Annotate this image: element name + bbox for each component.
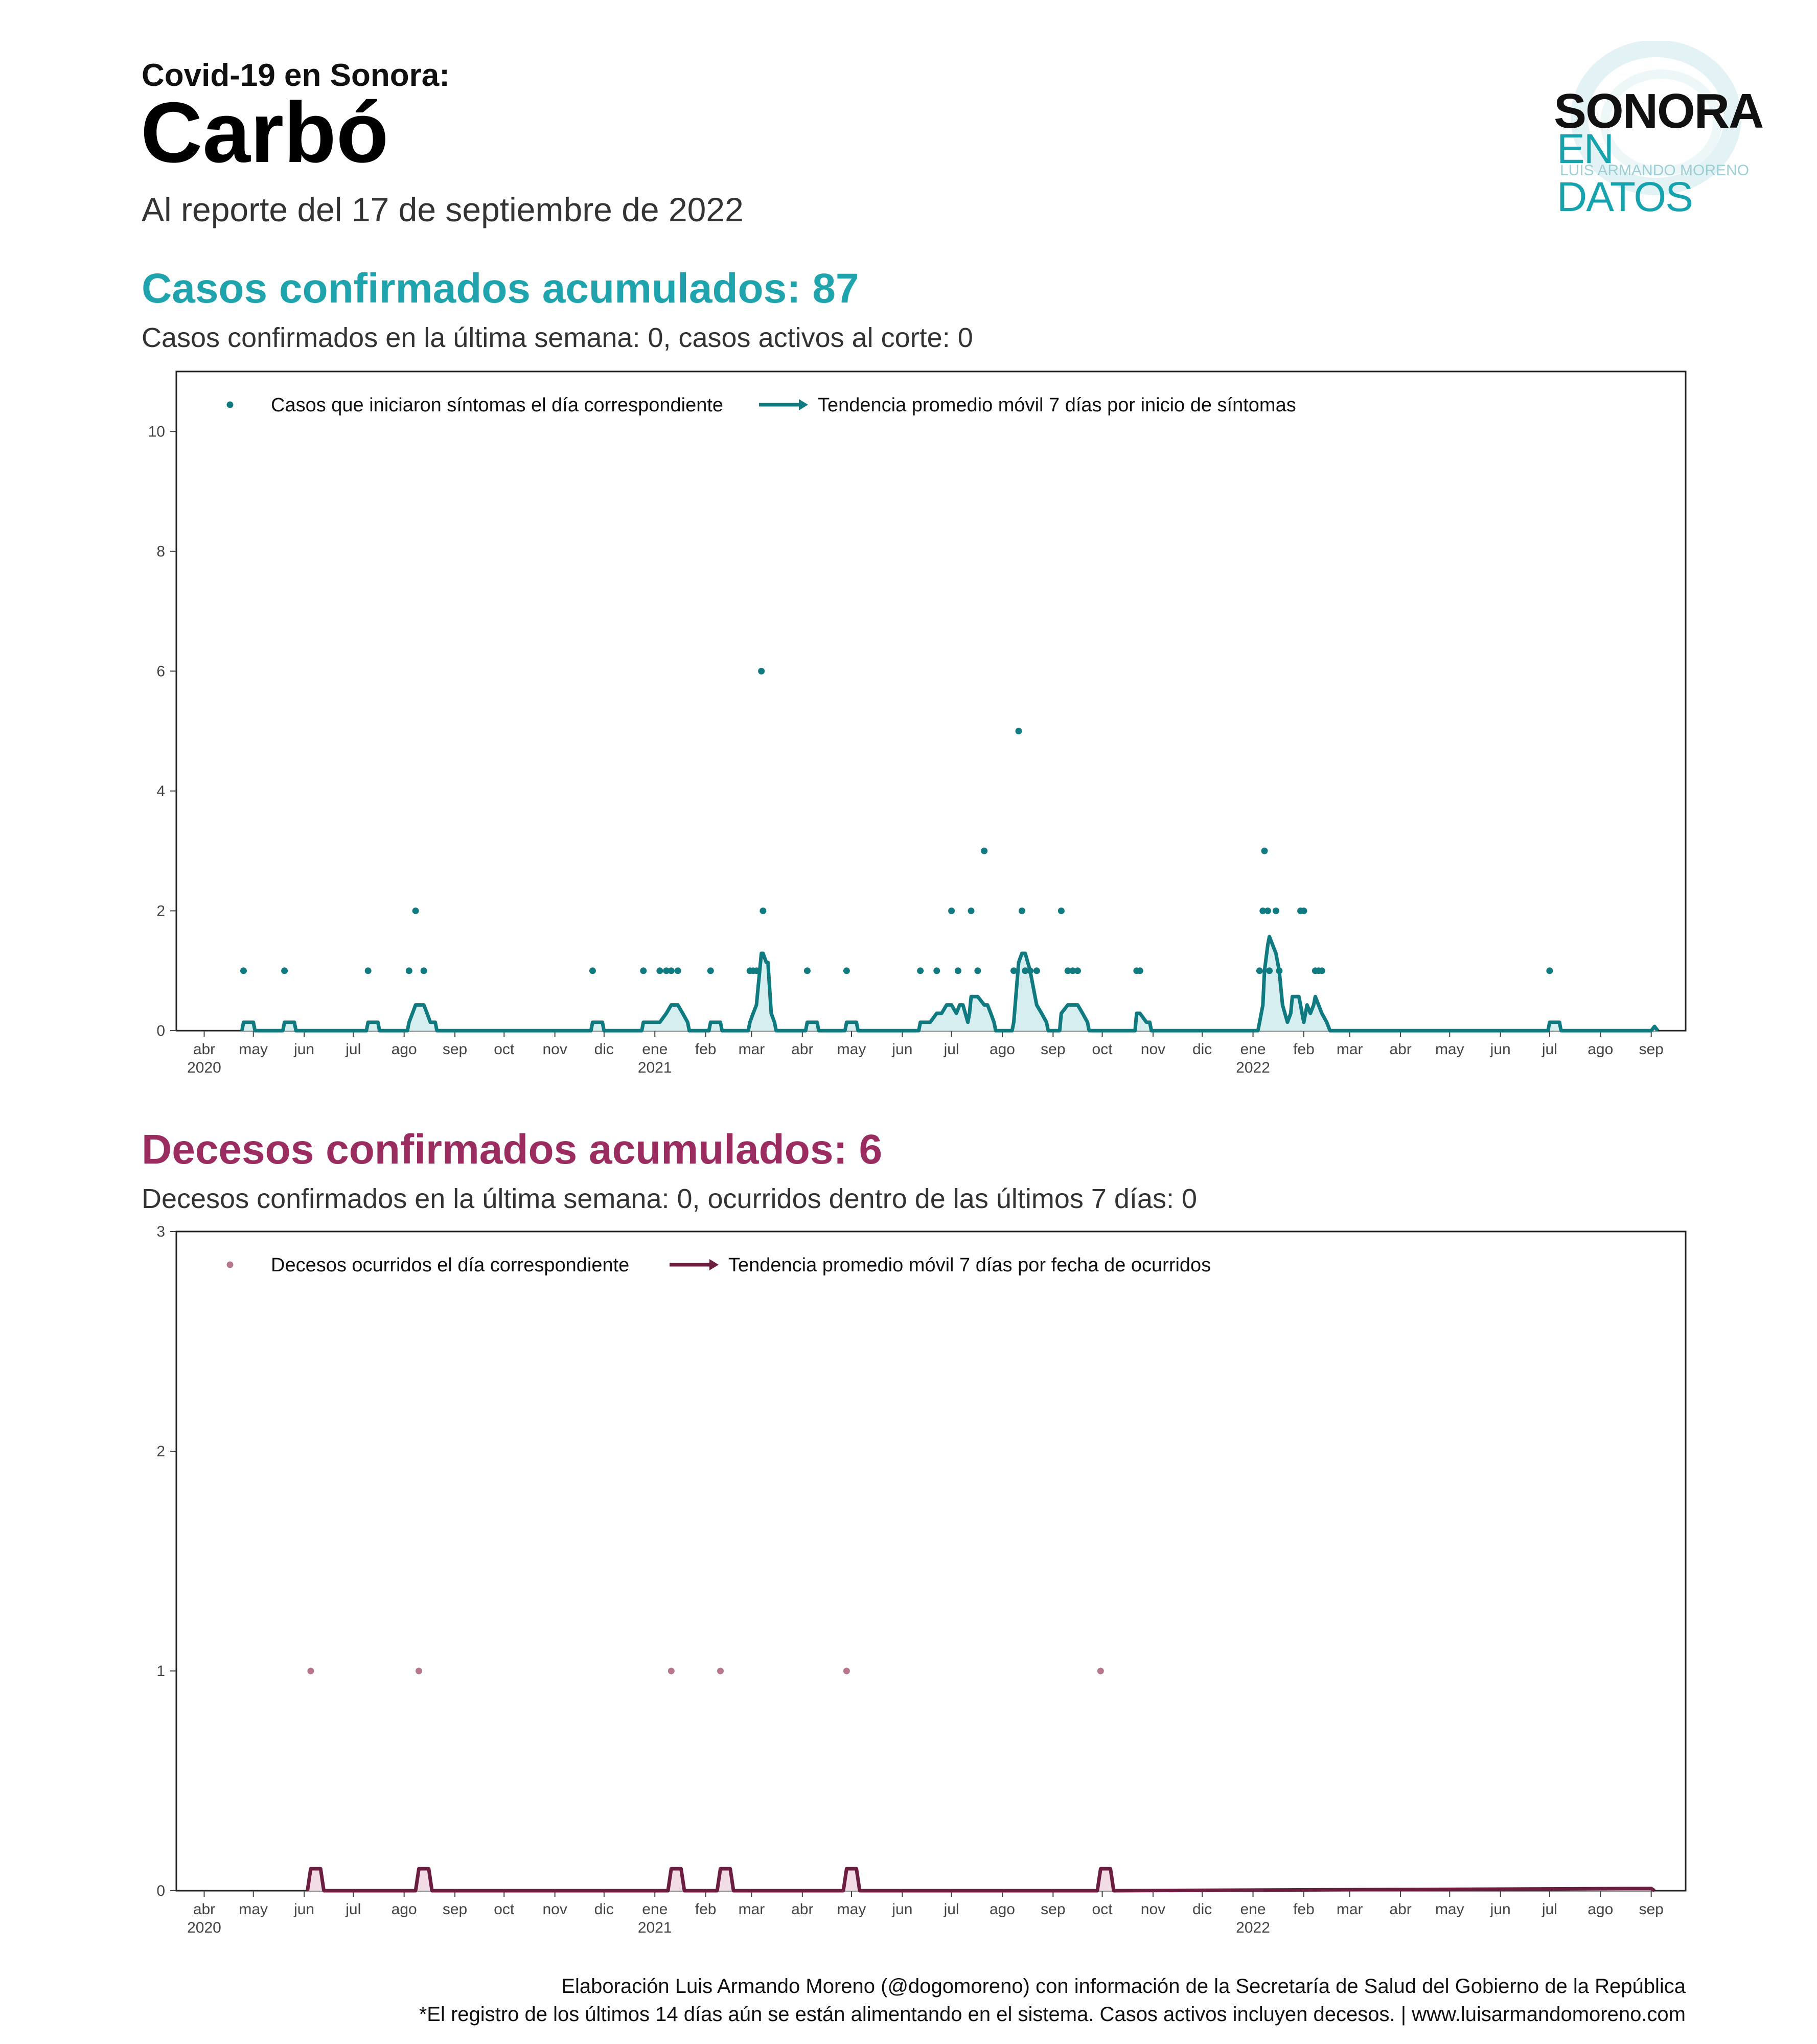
chart1-daily-point: [968, 908, 975, 914]
chart1-x-tick-label: nov: [1140, 1041, 1166, 1058]
chart1-x-tick-label: abr: [791, 1041, 814, 1058]
chart2-x-year-label: 2020: [187, 1919, 221, 1936]
chart2-x-tick-label: dic: [594, 1901, 614, 1918]
chart2-daily-point: [717, 1668, 724, 1675]
chart1-daily-point: [421, 967, 427, 974]
footer-note: *El registro de los últimos 14 días aún se están alimentando en el sistema. Casos activos incluyen decesos. | www.luisarmandomoreno.com: [419, 2003, 1686, 2026]
kicker-title: Covid-19 en Sonora:: [142, 58, 450, 93]
chart1-legend-line-label: Tendencia promedio móvil 7 días por inicio de síntomas: [818, 394, 1296, 416]
chart1-x-tick-label: feb: [695, 1041, 717, 1058]
chart2-x-tick-label: abr: [1389, 1901, 1412, 1918]
chart1-x-tick-label: dic: [594, 1041, 614, 1058]
chart1-x-tick-label: jul: [1542, 1041, 1557, 1058]
chart1-daily-point: [640, 967, 647, 974]
chart2-x-tick-label: sep: [442, 1901, 468, 1918]
report-date: Al reporte del 17 de septiembre de 2022: [142, 191, 744, 228]
chart1-x-tick-label: may: [837, 1041, 866, 1058]
chart1-x-tick-label: oct: [494, 1041, 515, 1058]
chart1-daily-point: [753, 967, 760, 974]
chart1-y-tick-label: 4: [156, 782, 165, 800]
chart1-daily-point: [589, 967, 596, 974]
chart2-daily-point: [416, 1668, 422, 1675]
deaths-subheading: Decesos confirmados en la última semana: 0, ocurridos dentro de las últimos 7 días: 0: [142, 1183, 1198, 1214]
chart2-x-tick-label: may: [239, 1901, 268, 1918]
chart1-daily-point: [1264, 908, 1271, 914]
logo-title: SONORA: [1554, 84, 1763, 138]
chart1-daily-point: [240, 967, 247, 974]
chart1-x-tick-label: ene: [642, 1041, 668, 1058]
chart1-x-tick-label: jun: [892, 1041, 913, 1058]
chart2-x-tick-label: jul: [944, 1901, 959, 1918]
chart1-x-year-label: 2022: [1236, 1059, 1270, 1076]
chart2-x-tick-label: feb: [1293, 1901, 1315, 1918]
chart1-daily-point: [281, 967, 288, 974]
chart1-legend-point-label: Casos que iniciaron síntomas el día correspondiente: [271, 394, 724, 416]
footer-credit: Elaboración Luis Armando Moreno (@dogomoreno) con información de la Secretaría de Salud del Gobierno de la República: [561, 1975, 1686, 1997]
chart2-y-tick-label: 2: [156, 1443, 165, 1460]
chart1-x-year-label: 2021: [637, 1059, 672, 1076]
chart1-daily-point: [1276, 967, 1282, 974]
deaths-heading: Decesos confirmados acumulados: 6: [142, 1126, 883, 1173]
sonora-en-datos-logo: [1538, 41, 1763, 220]
chart1-x-tick-label: sep: [442, 1041, 468, 1058]
chart1-x-tick-label: may: [1435, 1041, 1464, 1058]
cases-chart: [0, 358, 1817, 1088]
chart2-x-tick-label: nov: [1140, 1901, 1166, 1918]
chart1-x-tick-label: mar: [1336, 1041, 1363, 1058]
chart1-x-tick-label: may: [239, 1041, 268, 1058]
chart2-y-tick-label: 1: [156, 1663, 165, 1680]
chart2-x-tick-label: abr: [193, 1901, 216, 1918]
chart1-daily-point: [974, 967, 981, 974]
chart2-daily-point: [668, 1668, 675, 1675]
chart2-x-tick-label: abr: [791, 1901, 814, 1918]
chart2-legend-arrow-icon: [709, 1259, 719, 1270]
chart1-daily-point: [365, 967, 372, 974]
chart1-legend-point-key: [227, 402, 234, 408]
chart2-x-tick-label: oct: [1092, 1901, 1113, 1918]
chart1-daily-point: [1546, 967, 1553, 974]
chart1-daily-point: [843, 967, 850, 974]
chart2-x-tick-label: mar: [738, 1901, 765, 1918]
chart1-legend-arrow-icon: [799, 399, 808, 410]
chart1-x-tick-label: sep: [1639, 1041, 1664, 1058]
chart1-x-tick-label: oct: [1092, 1041, 1113, 1058]
chart1-y-tick-label: 2: [156, 902, 165, 920]
chart2-y-tick-label: 0: [156, 1883, 165, 1899]
chart1-daily-point: [707, 967, 714, 974]
chart1-x-tick-label: jun: [294, 1041, 315, 1058]
chart1-daily-point: [1261, 848, 1268, 854]
chart2-daily-point: [1097, 1668, 1104, 1675]
chart2-trend-area: [308, 1869, 1655, 1891]
cases-subheading: Casos confirmados en la última semana: 0, casos activos al corte: 0: [142, 322, 973, 353]
chart1-y-tick-label: 6: [156, 663, 165, 680]
chart2-daily-point: [843, 1668, 850, 1675]
chart2-x-tick-label: ago: [1588, 1901, 1614, 1918]
chart1-x-tick-label: feb: [1293, 1041, 1315, 1058]
deaths-chart: [0, 1216, 1817, 1947]
chart1-daily-point: [1019, 908, 1025, 914]
chart1-daily-point: [955, 967, 961, 974]
chart1-daily-point: [412, 908, 419, 914]
chart1-plot-frame: [176, 371, 1686, 1031]
chart1-daily-point: [1033, 967, 1040, 974]
chart2-legend-point-label: Decesos ocurridos el día correspondiente: [271, 1255, 630, 1276]
chart1-x-tick-label: nov: [542, 1041, 567, 1058]
chart1-x-tick-label: jun: [1490, 1041, 1511, 1058]
chart2-legend-point-key: [227, 1262, 234, 1268]
chart1-x-tick-label: ago: [391, 1041, 417, 1058]
chart1-x-tick-label: sep: [1041, 1041, 1066, 1058]
chart2-x-tick-label: jul: [1542, 1901, 1557, 1918]
chart1-daily-point: [1027, 967, 1033, 974]
chart2-x-tick-label: sep: [1041, 1901, 1066, 1918]
chart1-daily-point: [668, 967, 675, 974]
chart2-x-tick-label: may: [1435, 1901, 1464, 1918]
chart1-daily-point: [1319, 967, 1325, 974]
chart1-x-tick-label: jul: [944, 1041, 959, 1058]
logo-author: LUIS ARMANDO MORENO: [1560, 162, 1750, 179]
chart2-x-tick-label: jun: [1490, 1901, 1511, 1918]
chart1-daily-point: [1256, 967, 1263, 974]
chart1-daily-point: [758, 668, 765, 675]
chart1-daily-point: [656, 967, 663, 974]
chart2-daily-point: [307, 1668, 314, 1675]
chart1-y-tick-label: 0: [156, 1023, 165, 1039]
chart1-daily-point: [1300, 908, 1307, 914]
logo-subtitle: EN DATOS: [1557, 126, 1692, 220]
cases-heading: Casos confirmados acumulados: 87: [142, 265, 859, 312]
chart1-daily-point: [1016, 728, 1022, 734]
chart1-x-tick-label: jul: [346, 1041, 361, 1058]
chart1-daily-point: [675, 967, 681, 974]
chart2-y-tick-label: 3: [156, 1223, 165, 1240]
chart2-x-tick-label: sep: [1639, 1901, 1664, 1918]
chart1-daily-point: [406, 967, 412, 974]
chart1-x-tick-label: ene: [1240, 1041, 1266, 1058]
chart1-daily-point: [804, 967, 811, 974]
chart1-daily-point: [760, 908, 766, 914]
chart2-x-tick-label: oct: [494, 1901, 515, 1918]
chart1-daily-point: [1010, 967, 1017, 974]
chart2-x-tick-label: mar: [1336, 1901, 1363, 1918]
chart2-x-year-label: 2021: [637, 1919, 672, 1936]
chart1-x-tick-label: ago: [1588, 1041, 1614, 1058]
chart1-daily-point: [981, 848, 987, 854]
chart2-x-tick-label: nov: [542, 1901, 567, 1918]
chart1-daily-point: [933, 967, 940, 974]
page-title: Carbó: [141, 84, 389, 180]
chart2-x-year-label: 2022: [1236, 1919, 1270, 1936]
chart1-daily-point: [948, 908, 955, 914]
chart1-daily-point: [1266, 967, 1273, 974]
chart1-daily-point: [1273, 908, 1279, 914]
chart2-x-tick-label: may: [837, 1901, 866, 1918]
chart2-x-tick-label: jun: [892, 1901, 913, 1918]
chart1-x-tick-label: ago: [989, 1041, 1016, 1058]
chart2-plot-frame: [176, 1232, 1686, 1891]
chart2-x-tick-label: ene: [642, 1901, 668, 1918]
chart2-x-tick-label: ene: [1240, 1901, 1266, 1918]
chart1-daily-point: [1058, 908, 1065, 914]
chart2-x-tick-label: feb: [695, 1901, 717, 1918]
chart1-daily-point: [1137, 967, 1143, 974]
chart1-y-tick-label: 8: [156, 543, 165, 560]
chart2-x-tick-label: dic: [1192, 1901, 1212, 1918]
chart2-x-tick-label: jul: [346, 1901, 361, 1918]
chart1-x-year-label: 2020: [187, 1059, 221, 1076]
chart1-x-tick-label: abr: [193, 1041, 216, 1058]
chart1-y-tick-label: 10: [148, 423, 165, 440]
chart2-x-tick-label: jun: [294, 1901, 315, 1918]
chart1-daily-point: [1074, 967, 1081, 974]
chart2-x-tick-label: ago: [989, 1901, 1016, 1918]
chart1-daily-point: [917, 967, 924, 974]
chart1-x-tick-label: dic: [1192, 1041, 1212, 1058]
chart1-x-tick-label: mar: [738, 1041, 765, 1058]
chart2-legend-line-label: Tendencia promedio móvil 7 días por fecha de ocurridos: [728, 1255, 1211, 1276]
chart1-trend-area: [242, 937, 1658, 1031]
chart2-x-tick-label: ago: [391, 1901, 417, 1918]
chart2-trend-line: [308, 1869, 1655, 1891]
chart1-x-tick-label: abr: [1389, 1041, 1412, 1058]
